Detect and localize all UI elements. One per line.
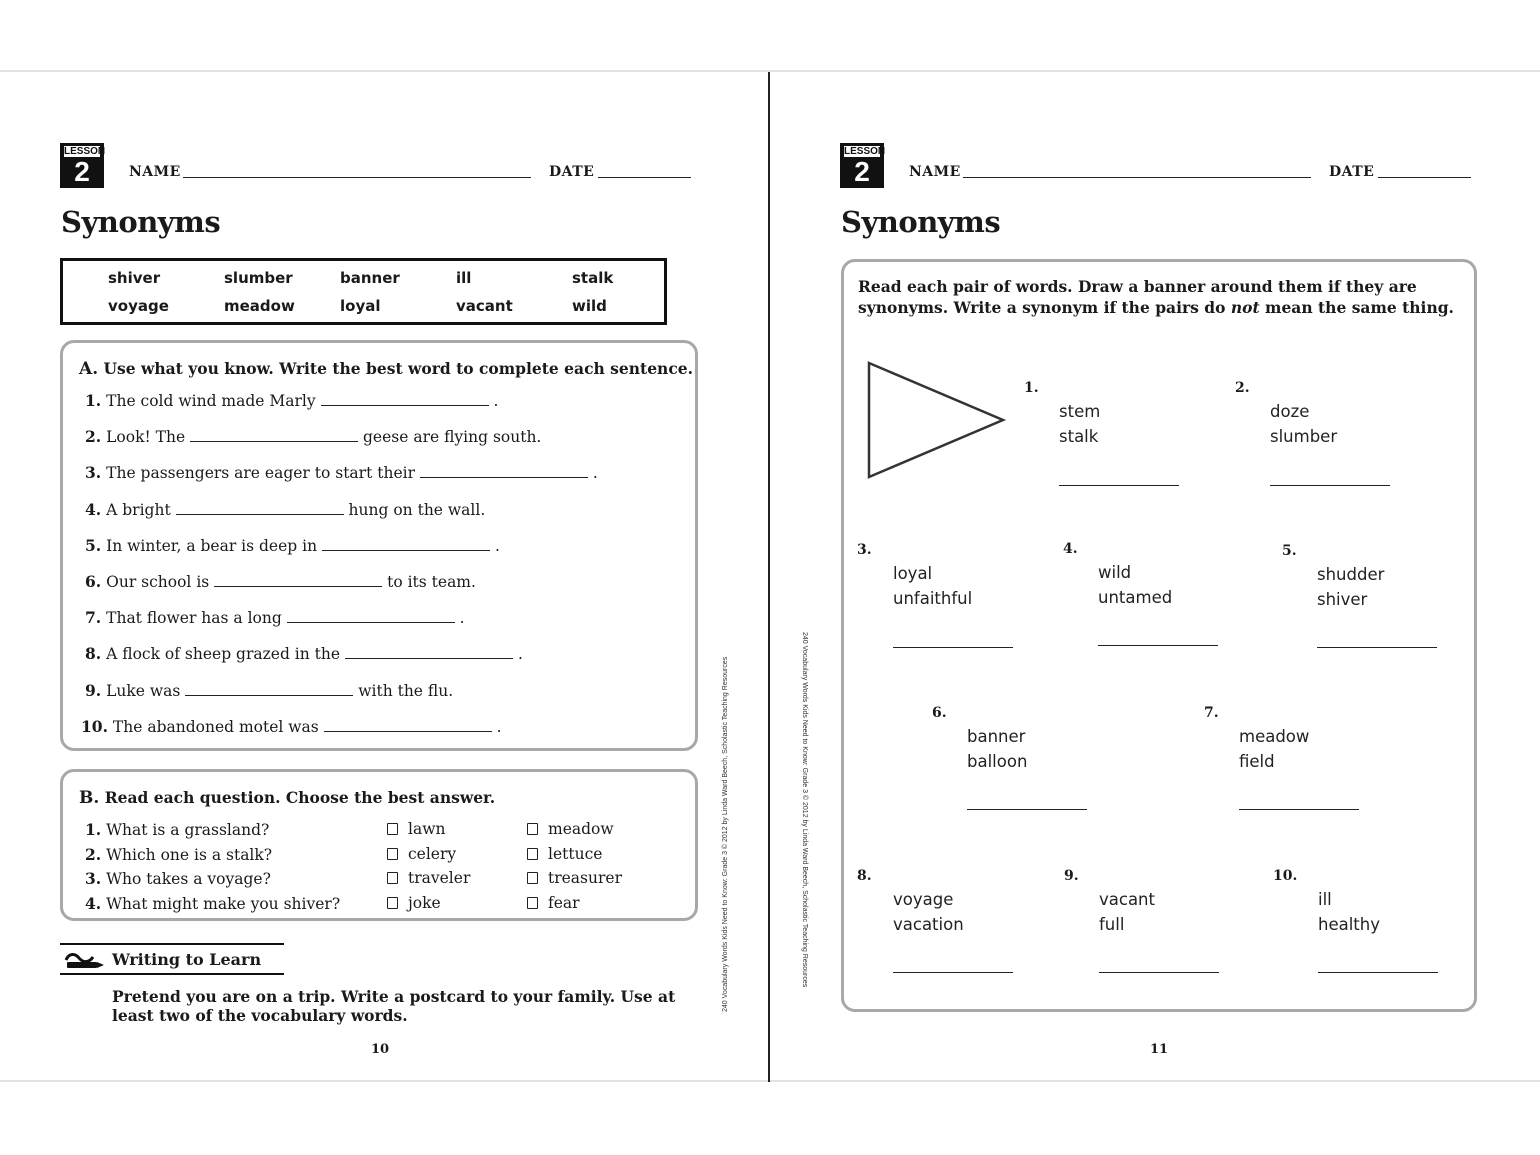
pair-word-1: loyal: [893, 564, 933, 583]
pair-number: 9.: [1064, 868, 1079, 884]
pair-word-2: shiver: [1317, 589, 1368, 609]
sentence-text: The passengers are eager to start their: [106, 464, 415, 483]
sentence-item: [85, 427, 541, 446]
instruction-text: mean the same thing.: [1265, 298, 1454, 317]
pair-word-1: meadow: [1239, 727, 1310, 746]
word-box-word: vacant: [456, 297, 513, 315]
question-item: [85, 869, 271, 888]
pair-word-2: healthy: [1318, 914, 1380, 934]
section-b: [60, 769, 698, 921]
sentence-item: [85, 681, 453, 700]
section-b-instruction: [79, 788, 495, 808]
word-box-word: shiver: [108, 269, 161, 287]
answer-blank[interactable]: [345, 644, 513, 659]
date-line[interactable]: [598, 177, 691, 178]
item-number: 3.: [85, 463, 102, 483]
sentence-item: [85, 572, 476, 591]
option-label: traveler: [408, 869, 471, 887]
answer-blank[interactable]: [420, 463, 588, 478]
pair-word-2: slumber: [1270, 426, 1338, 446]
answer-line[interactable]: [1270, 485, 1390, 486]
item-number: 4.: [85, 499, 102, 519]
option-label: meadow: [548, 820, 614, 838]
pair-word-1: ill: [1318, 890, 1332, 909]
question-item: [85, 845, 272, 864]
sentence-text: to its team.: [387, 573, 476, 591]
sentence-text: That flower has a long: [106, 609, 282, 628]
writing-prompt-line-1: Pretend you are on a trip. Write a postcard to your family. Use at: [112, 987, 676, 1006]
section-a-text: Use what you know. Write the best word to complete each sentence.: [103, 359, 694, 378]
checkbox[interactable]: [527, 872, 538, 884]
section-a-letter: A.: [79, 359, 99, 379]
pair-word-1: wild: [1098, 563, 1132, 582]
pair-word-2: balloon: [967, 751, 1028, 771]
sentence-text: geese are flying south.: [363, 428, 542, 447]
word-box-word: loyal: [340, 297, 381, 315]
word-box-word: wild: [572, 297, 607, 315]
pair-number: 7.: [1204, 705, 1219, 721]
sentence-item: [85, 644, 523, 663]
word-box-word: banner: [340, 269, 400, 287]
writing-title: Writing to Learn: [112, 950, 262, 969]
answer-line[interactable]: [1239, 809, 1359, 810]
answer-option[interactable]: [387, 869, 470, 887]
credit-line: 240 Vocabulary Words Kids Need to Know: Grade 3 © 2012 by Linda Ward Beech, Scholastic Teaching Resources: [801, 632, 808, 988]
date-line[interactable]: [1378, 177, 1471, 178]
answer-blank[interactable]: [287, 608, 455, 623]
answer-line[interactable]: [1099, 972, 1219, 973]
section-a: [60, 340, 698, 751]
option-label: joke: [408, 893, 441, 912]
answer-line[interactable]: [967, 809, 1087, 810]
pair-word-1: voyage: [893, 890, 954, 909]
lesson-label: LESSON: [844, 146, 886, 157]
answer-blank[interactable]: [190, 427, 358, 442]
sentence-text: A flock of sheep grazed in the: [106, 645, 341, 664]
lesson-badge: [840, 143, 884, 188]
answer-blank[interactable]: [214, 572, 382, 587]
pair-word-2: full: [1099, 914, 1125, 934]
sentence-text: hung on the wall.: [348, 500, 486, 519]
sentence-item: [81, 717, 502, 736]
sentence-item: [85, 391, 498, 410]
sentence-text: In winter, a bear is deep in: [106, 536, 318, 555]
answer-blank[interactable]: [176, 500, 344, 515]
option-label: treasurer: [548, 869, 622, 887]
name-label: NAME: [909, 164, 961, 180]
pair-number: 3.: [857, 542, 872, 558]
answer-blank[interactable]: [321, 391, 489, 406]
sentence-item: [85, 608, 465, 627]
pair-number: 1.: [1024, 380, 1039, 396]
item-number: 10.: [81, 716, 108, 736]
section-b-text: Read each question. Choose the best answer.: [104, 788, 496, 807]
pair-word-2: stalk: [1059, 426, 1099, 446]
pair-word-2: unfaithful: [893, 588, 973, 608]
page-number: 11: [1150, 1042, 1169, 1057]
answer-line[interactable]: [1059, 485, 1179, 486]
answer-option[interactable]: [527, 869, 622, 887]
pair-word-1: stem: [1059, 402, 1101, 421]
writing-prompt-line-2: least two of the vocabulary words.: [112, 1006, 408, 1025]
section-a-instruction: [79, 359, 693, 379]
date-label: DATE: [549, 164, 595, 180]
sentence-text: The cold wind made Marly: [106, 392, 316, 410]
sentence-text: Look! The: [106, 428, 186, 447]
instruction-emphasis: not: [1230, 298, 1260, 317]
name-line[interactable]: [183, 177, 531, 178]
sentence-text: .: [493, 392, 499, 410]
pair-number: 10.: [1273, 868, 1298, 884]
item-number: 3.: [85, 869, 102, 888]
pair-word-1: vacant: [1099, 890, 1155, 909]
sentence-text: .: [494, 536, 500, 555]
sentence-text: Luke was: [106, 681, 181, 700]
sentence-item: [85, 500, 485, 519]
question-item: [85, 894, 340, 913]
checkbox[interactable]: [527, 897, 538, 909]
item-number: 9.: [85, 680, 102, 700]
item-number: 2.: [85, 427, 102, 447]
question-text: What might make you shiver?: [106, 894, 341, 913]
answer-option[interactable]: [387, 820, 445, 838]
sentence-text: with the flu.: [358, 681, 454, 700]
option-label: fear: [548, 893, 580, 912]
sentence-item: [85, 536, 500, 555]
section-b-letter: B.: [79, 788, 100, 808]
pair-word-1: shudder: [1317, 565, 1385, 584]
pair-word-2: field: [1239, 751, 1275, 771]
word-box-word: slumber: [224, 269, 293, 287]
word-box-word: meadow: [224, 297, 295, 315]
pair-number: 2.: [1235, 380, 1250, 396]
checkbox[interactable]: [387, 897, 398, 909]
sentence-text: A bright: [106, 500, 171, 519]
lesson-label: LESSON: [64, 146, 106, 157]
sentence-text: The abandoned motel was: [112, 717, 319, 736]
pair-word-1: banner: [967, 727, 1026, 746]
answer-blank[interactable]: [185, 681, 353, 696]
banner-example-icon: [866, 360, 1008, 482]
instruction-line-2: [858, 298, 1454, 317]
question-item: [85, 820, 269, 839]
checkbox[interactable]: [387, 823, 398, 835]
option-label: lettuce: [548, 844, 603, 863]
writing-rule-bottom: [60, 973, 284, 975]
answer-option[interactable]: [527, 820, 614, 838]
item-number: 8.: [85, 644, 102, 664]
sentence-text: .: [517, 645, 523, 664]
word-box: [60, 258, 667, 325]
item-number: 1.: [85, 391, 102, 410]
writing-rule-top: [60, 943, 284, 945]
name-line[interactable]: [963, 177, 1311, 178]
answer-line[interactable]: [893, 972, 1013, 973]
lesson-badge: [60, 143, 104, 188]
name-label: NAME: [129, 164, 181, 180]
page-title: Synonyms: [841, 205, 1001, 239]
instruction-text: synonyms. Write a synonym if the pairs do: [858, 298, 1226, 317]
answer-line[interactable]: [1098, 645, 1218, 646]
option-label: lawn: [408, 820, 446, 838]
word-box-word: stalk: [572, 269, 614, 287]
date-label: DATE: [1329, 164, 1375, 180]
item-number: 2.: [85, 844, 102, 864]
item-number: 5.: [85, 535, 102, 555]
answer-option[interactable]: [527, 845, 602, 863]
item-number: 4.: [85, 893, 102, 913]
pair-number: 8.: [857, 868, 872, 884]
question-text: Which one is a stalk?: [106, 845, 273, 864]
lesson-number: 2: [74, 156, 90, 187]
pair-word-1: doze: [1270, 402, 1310, 421]
checkbox[interactable]: [527, 823, 538, 835]
pair-word-2: vacation: [893, 914, 964, 934]
option-label: celery: [408, 844, 457, 863]
pair-number: 5.: [1282, 543, 1297, 559]
checkbox[interactable]: [527, 848, 538, 860]
sentence-text: Our school is: [106, 573, 210, 591]
word-box-word: voyage: [108, 297, 169, 315]
item-number: 6.: [85, 572, 102, 591]
answer-option[interactable]: [387, 894, 441, 912]
item-number: 7.: [85, 608, 102, 628]
page-gutter: [768, 72, 770, 1082]
answer-blank[interactable]: [322, 536, 490, 551]
answer-option[interactable]: [387, 845, 456, 863]
answer-line[interactable]: [1318, 972, 1438, 973]
pair-number: 4.: [1063, 541, 1078, 557]
lesson-number: 2: [854, 156, 870, 187]
question-text: What is a grassland?: [106, 821, 270, 839]
checkbox[interactable]: [387, 872, 398, 884]
sentence-text: .: [592, 464, 598, 483]
answer-line[interactable]: [893, 647, 1013, 648]
pair-word-2: untamed: [1098, 587, 1173, 607]
page-title: Synonyms: [61, 205, 221, 239]
instruction-line-1: Read each pair of words. Draw a banner around them if they are: [858, 277, 1417, 296]
sentence-text: .: [459, 609, 465, 628]
sentence-item: [85, 463, 598, 482]
answer-line[interactable]: [1317, 647, 1437, 648]
pencil-icon: [63, 949, 105, 971]
page-number: 10: [371, 1042, 390, 1057]
sentence-text: .: [496, 717, 502, 736]
credit-line: 240 Vocabulary Words Kids Need to Know: Grade 3 © 2012 by Linda Ward Beech, Scholastic Teaching Resources: [722, 656, 729, 1012]
checkbox[interactable]: [387, 848, 398, 860]
pair-number: 6.: [932, 705, 947, 721]
word-box-word: ill: [456, 269, 472, 287]
answer-blank[interactable]: [324, 717, 492, 732]
question-text: Who takes a voyage?: [106, 870, 271, 888]
item-number: 1.: [85, 820, 102, 839]
answer-option[interactable]: [527, 894, 580, 912]
